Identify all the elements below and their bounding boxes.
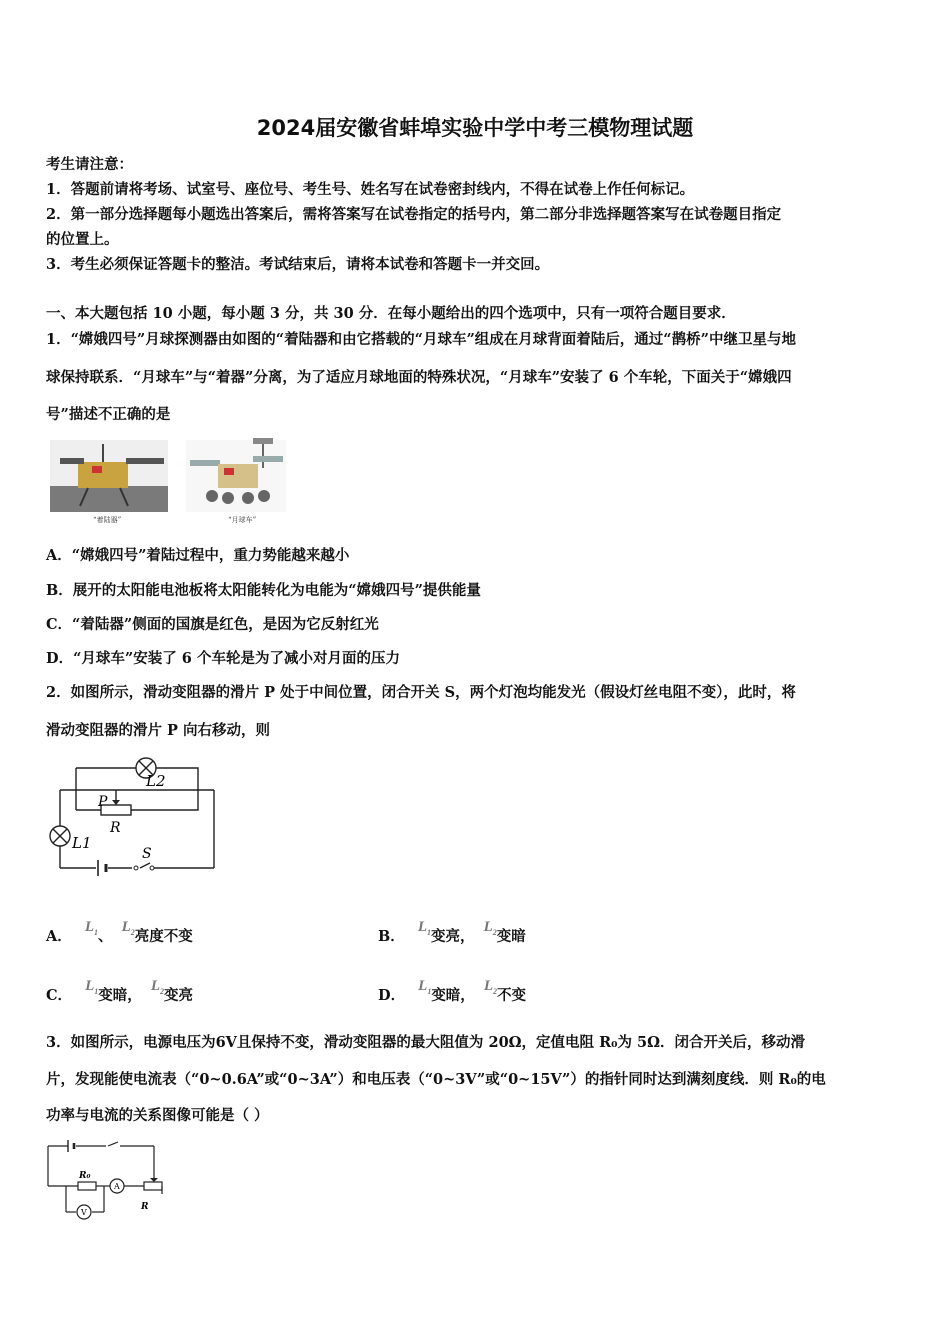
lander-caption: “着陆器” — [93, 516, 122, 524]
question-text: 1．“嫦娥四号”月球探测器由如图的“着陆器和由它搭载的“月球车”组成在月球背面着陆后，通过“鹊桥”中继卫星与地 — [46, 331, 796, 348]
rover-caption: “月球车” — [228, 516, 257, 524]
question-text: 滑动变阻器的滑片 P 向右移动，则 — [46, 722, 270, 739]
q3-circuit-diagram — [44, 1136, 164, 1226]
notice-item: 2．第一部分选择题每小题选出答案后，需将答案写在试卷指定的括号内，第二部分非选择题答案写在试卷题目指定 — [46, 206, 782, 223]
rover-image — [186, 438, 286, 524]
option-b: B．展开的太阳能电池板将太阳能转化为电能为“嫦娥四号”提供能量 — [46, 582, 481, 599]
q2-option-a: A． $L_1$、 $L_2$亮度不变 — [46, 919, 193, 945]
question-text: 球保持联系．“月球车”与“着器”分离，为了适应月球地面的特殊状况，“月球车”安装了 6 个车轮，下面关于“嫦娥四 — [46, 369, 792, 386]
question-text: 功率与电流的关系图像可能是（ ） — [46, 1107, 269, 1124]
page-title: 2024届安徽省蚌埠实验中学中考三模物理试题 — [256, 116, 694, 140]
section-heading: 一、本大题包括 10 小题，每小题 3 分，共 30 分．在每小题给出的四个选项中，只有一项符合题目要求． — [46, 305, 736, 322]
question-text: 号”描述不正确的是 — [46, 406, 171, 423]
label-ammeter: A — [114, 1182, 120, 1191]
label-l1: L1 — [72, 834, 92, 852]
label-r: R — [110, 820, 121, 836]
q2-option-c: C． $L_1$变暗， $L_2$变亮 — [46, 978, 194, 1004]
question-text: 2．如图所示，滑动变阻器的滑片 P 处于中间位置，闭合开关 S，两个灯泡均能发光（假设灯丝电阻不变），此时，将 — [46, 684, 796, 701]
q2-circuit-diagram — [46, 750, 226, 885]
question-text: 片，发现能使电流表（“0~0.6A”或“0~3A”）和电压表（“0~3V”或“0~15V”）的指针同时达到满刻度线．则 R₀的电 — [46, 1071, 826, 1088]
label-l2: L2 — [146, 772, 166, 790]
option-d: D．“月球车”安装了 6 个车轮是为了减小对月面的压力 — [46, 650, 400, 667]
notice-heading: 考生请注意： — [46, 156, 133, 173]
notice-item: 的位置上。 — [46, 231, 119, 248]
option-c: C．“着陆器”侧面的国旗是红色，是因为它反射红光 — [46, 616, 379, 633]
label-p: P — [98, 794, 108, 810]
q2-option-b: B． $L_1$变亮， $L_2$变暗 — [378, 919, 526, 945]
question-text: 3．如图所示，电源电压为6V且保持不变，滑动变阻器的最大阻值为 20Ω，定值电阻 R₀为 5Ω．闭合开关后，移动滑 — [46, 1034, 806, 1051]
label-r0: R₀ — [79, 1171, 91, 1181]
label-r: R — [141, 1202, 149, 1212]
notice-item: 3．考生必须保证答题卡的整洁。考试结束后，请将本试卷和答题卡一并交回。 — [46, 256, 550, 273]
option-a: A．“嫦娥四号”着陆过程中，重力势能越来越小 — [46, 547, 350, 564]
label-s: S — [142, 846, 152, 862]
q1-figure — [48, 436, 288, 528]
notice-item: 1．答题前请将考场、试室号、座位号、考生号、姓名写在试卷密封线内，不得在试卷上作任何标记。 — [46, 181, 695, 198]
label-voltmeter: V — [81, 1208, 87, 1217]
q2-option-d: D． $L_1$变暗， $L_2$不变 — [378, 978, 527, 1004]
lander-image — [50, 440, 168, 524]
